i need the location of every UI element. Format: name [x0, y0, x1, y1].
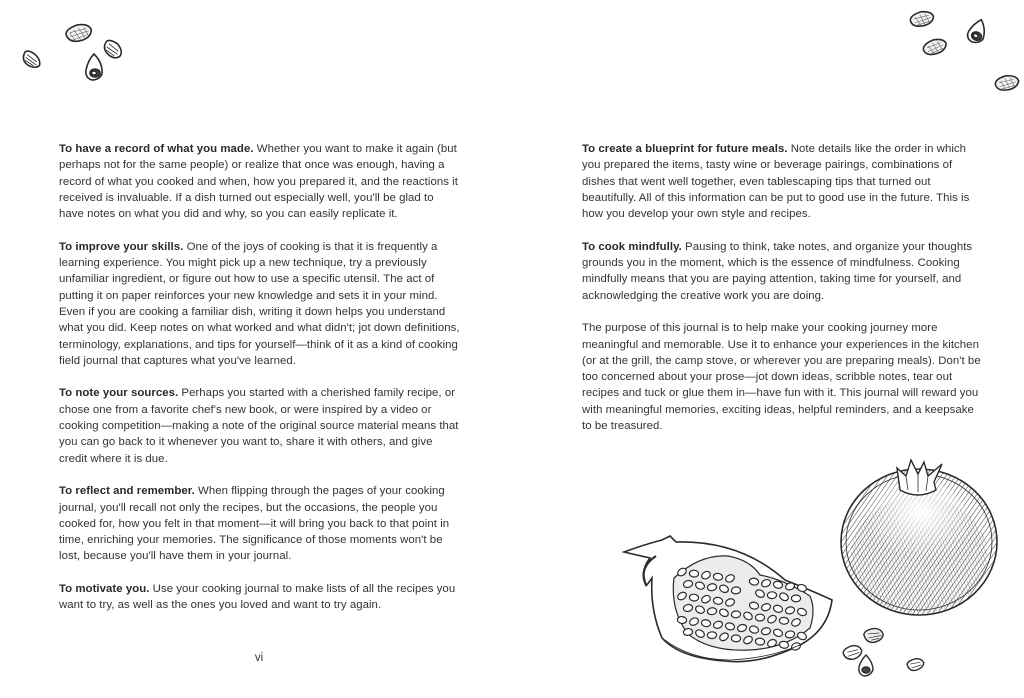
aril-icon	[767, 592, 777, 599]
aril-icon	[755, 614, 764, 621]
pomegranate-seeds-icon	[902, 6, 1024, 96]
aril-icon	[731, 586, 741, 594]
half-pomegranate-icon	[624, 536, 832, 662]
paragraph-body: Note details like the order in which you prepared the items, tasty wine or beverage pairings, combinations of dishes that went well together, even tablescaping tips that turned out beautifully. All of this information can be put to good use in the future. This is how you develop your own style and recipes.	[582, 143, 970, 221]
paragraph-record	[59, 141, 461, 222]
paragraph-sources	[59, 385, 461, 466]
whole-pomegranate-icon	[841, 460, 997, 615]
paragraph-body: Whether you want to make it again (but perhaps not for the same people) or realize that once was enough, having a record of what you cooked and when, how you prepared it, and the reactions it received is invaluable. If a dish turned out especially well, you'll be glad to have notes on what you did and why, so you can easily replicate it.	[59, 143, 458, 221]
paragraph-body: Pausing to think, take notes, and organize your thoughts grounds you in the moment, which is the essence of mindfulness. Cooking mindfully means that you are paying attention, taking time for yourself, and acknowledging the creative work you are doing.	[582, 240, 973, 302]
paragraph-body: When flipping through the pages of your cooking journal, you'll recall not only the recipes, but the occasions, the people you cooked for, how you felt in that moment—it will bring you back to that point in time, enriching your memories. The significance of those moments won't be lost, because you'll have them in your journal.	[59, 485, 450, 563]
aril-icon	[791, 595, 800, 602]
aril-icon	[731, 635, 741, 642]
paragraph-body: One of the joys of cooking is that it is frequently a learning experience. You might pick up a new technique, try a previously unfamiliar ingredient, or figure out how to use a specific utensil. The act of putting it on paper reinforces your new knowledge and sets it in your mind. Even if you are cooking a familiar dish, writing it down helps you understand what you did. Keep notes on what worked and what didn't; jot down definitions, terminology, explanations, and tips for yourself—think of it as a kind of cooking field journal that captures what you've learned.	[59, 240, 460, 367]
aril-icon	[731, 611, 741, 618]
paragraph-body: Perhaps you started with a cherished family recipe, or chose one from a favorite chef's new book, or were inspired by a video or cooking competition—making a note of the original source material means that you can go back to it whenever you want to, share it with others, and give credit where it is due.	[59, 387, 459, 465]
paragraph-heading: To create a blueprint for future meals.	[582, 143, 788, 155]
paragraph-motivate	[59, 581, 461, 614]
right-text-column	[582, 141, 984, 451]
paragraph-heading: To motivate you.	[59, 583, 150, 596]
paragraph-body: Use your cooking journal to make lists of all the recipes you want to try, as well as the ones you loved and want to try again.	[59, 583, 456, 612]
paragraph-heading: To have a record of what you made.	[59, 143, 254, 155]
right-page	[512, 0, 1024, 698]
left-text-column	[59, 141, 461, 630]
page-number: vi	[254, 652, 264, 664]
paragraph-mindfully	[582, 239, 984, 304]
loose-seeds-icon	[842, 626, 926, 676]
aril-icon	[755, 638, 765, 646]
aril-icon	[707, 632, 716, 639]
pomegranate-seeds-icon	[18, 14, 128, 84]
paragraph-purpose	[582, 320, 984, 434]
aril-icon	[779, 617, 789, 624]
paragraph-body: The purpose of this journal is to help make your cooking journey more meaningful and memorable. Use it to enhance your experiences in the kitchen (or at the grill, the camp stove, or wherever you are preparing meals). Don't be too concerned about your prose—jot down ideas, scribble notes, tear out recipes and tuck or glue them in—have fun with it. This journal will reward you with meaningful memories, exciting ideas, helpful reminders, and a keepsake to be treasured.	[582, 322, 981, 433]
aril-icon	[713, 573, 723, 581]
pomegranate-illustration	[610, 460, 1024, 698]
paragraph-heading: To cook mindfully.	[582, 240, 682, 253]
paragraph-reflect	[59, 483, 461, 564]
aril-icon	[689, 570, 698, 577]
aril-icon	[689, 594, 699, 602]
paragraph-skills	[59, 239, 461, 369]
paragraph-heading: To reflect and remember.	[59, 485, 195, 498]
paragraph-blueprint	[582, 141, 984, 222]
aril-icon	[683, 628, 693, 636]
paragraph-heading: To improve your skills.	[59, 240, 184, 253]
paragraph-heading: To note your sources.	[59, 387, 179, 400]
